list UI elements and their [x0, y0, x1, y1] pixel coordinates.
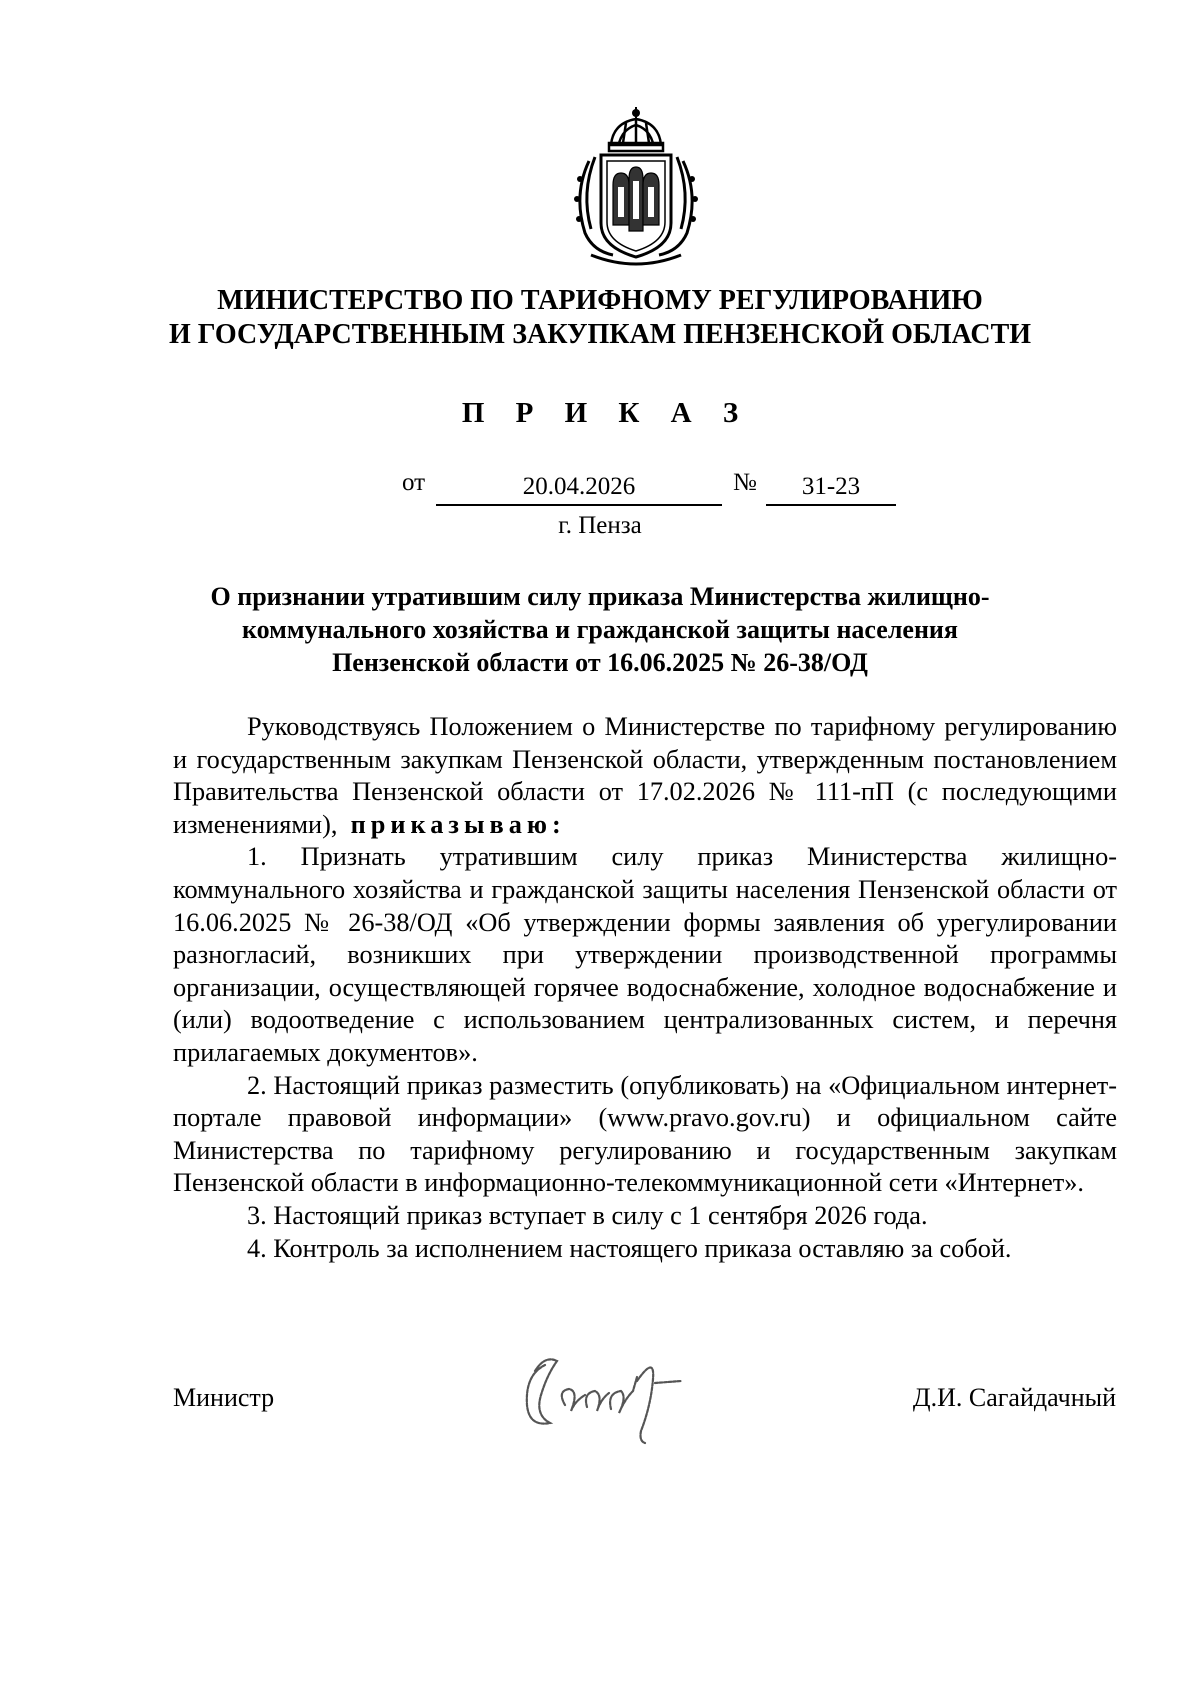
document-subject — [150, 580, 1050, 679]
subject-line1: О признании утратившим силу приказа Министерства жилищно- — [210, 582, 990, 611]
item-4: 4. Контроль за исполнением настоящего приказа оставляю за собой. — [247, 1233, 1012, 1263]
document-number: 31-23 — [766, 473, 896, 506]
document-type-heading: П Р И К А З — [461, 397, 751, 429]
coat-of-arms-icon — [563, 105, 709, 267]
number-label: № — [733, 469, 757, 496]
subject-line2: коммунального хозяйства и гражданской защиты населения — [242, 615, 958, 644]
date-label: от — [402, 469, 426, 496]
document-body — [173, 711, 1117, 1265]
ministry-title-line2: И ГОСУДАРСТВЕННЫМ ЗАКУПКАМ ПЕНЗЕНСКОЙ ОБЛАСТИ — [168, 319, 1032, 350]
ministry-title-line1: МИНИСТЕРСТВО ПО ТАРИФНОМУ РЕГУЛИРОВАНИЮ — [217, 285, 983, 316]
city: г. Пенза — [558, 512, 642, 539]
signatory-name: Д.И. Сагайдачный — [912, 1383, 1116, 1412]
subject-line3: Пензенской области от 16.06.2025 № 26-38/ОД — [332, 648, 868, 677]
document-date: 20.04.2026 — [436, 473, 722, 506]
signatory-role: Министр — [173, 1383, 275, 1412]
ministry-title — [0, 284, 1200, 352]
item-3: 3. Настоящий приказ вступает в силу с 1 сентября 2026 года. — [247, 1200, 928, 1230]
order-word: приказываю: — [350, 809, 566, 839]
item-1: 1. Признать утратившим силу приказ Министерства жилищно-коммунального хозяйства и гражданской защиты населения Пензенской области от 16.06.2025 № 26-38/ОД «Об утверждении формы заявления об урегулировании разногласий, возникших при утверждении производственной программы организации, осуществляющей горячее водоснабжение, холодное водоснабжение и (или) водоотведение с использованием централизованных систем, и перечня прилагаемых документов». — [173, 842, 1117, 1067]
preamble-text: Руководствуясь Положением о Министерстве по тарифному регулированию и государственным закупкам Пензенской области, утвержденным постановлением Правительства Пензенской области от 17.02.2026 № 111-пП (с последующими изменениями), — [173, 712, 1117, 839]
preamble-paragraph — [173, 711, 1117, 841]
handwritten-signature — [505, 1335, 745, 1455]
item-2: 2. Настоящий приказ разместить (опубликовать) на «Официальном интернет-портале правовой информации» (www.pravo.gov.ru) и официальном сайте Министерства по тарифному регулированию и государственным закупкам Пензенской области в информационно-телекоммуникационной сети «Интернет». — [173, 1070, 1117, 1198]
